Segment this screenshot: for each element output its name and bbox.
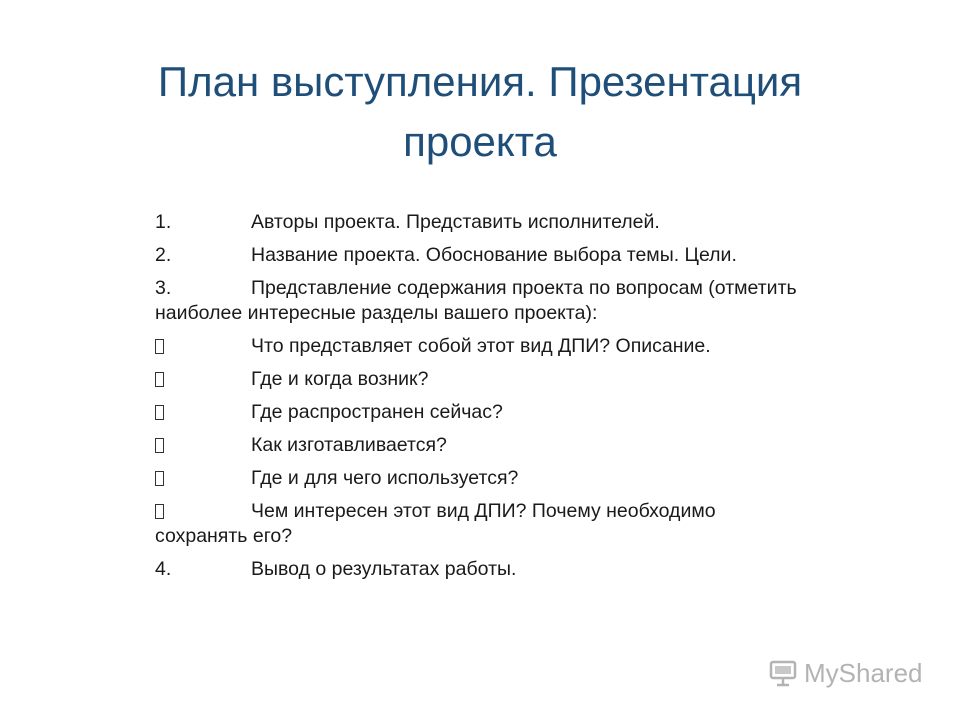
list-marker [155,433,251,458]
list-item-2 [155,243,805,268]
sub-item [155,466,805,491]
list-item-text: Что представляет собой этот вид ДПИ? Описание. [251,335,711,357]
list-item-3 [155,276,805,326]
missing-glyph-bullet-icon [155,339,164,354]
sub-item [155,433,805,458]
watermark-text: MyShared [804,657,923,688]
list-item-4 [155,557,805,582]
list-marker [155,334,251,359]
list-item-1 [155,210,805,235]
list-marker [155,499,251,524]
presentation-board-icon [768,658,798,688]
list-item-text: Авторы проекта. Представить исполнителей. [251,211,660,233]
list-item-text: Где и для чего используется? [251,467,519,489]
sub-item [155,334,805,359]
list-item-text: Где и когда возник? [251,368,429,390]
list-marker: 1. [155,211,172,233]
watermark-logo [768,656,923,690]
list-item-text: Вывод о результатах работы. [251,558,517,580]
list-marker: 3. [155,277,172,299]
missing-glyph-bullet-icon [155,471,164,486]
list-marker: 4. [155,558,172,580]
sub-item [155,499,805,549]
sub-item [155,400,805,425]
sub-item [155,367,805,392]
missing-glyph-bullet-icon [155,438,164,453]
list-marker [155,466,251,491]
list-item-text: Как изготавливается? [251,434,447,456]
missing-glyph-bullet-icon [155,504,164,519]
list-item-text: Название проекта. Обоснование выбора темы. Цели. [251,244,737,266]
missing-glyph-bullet-icon [155,372,164,387]
list-item-text: Где распространен сейчас? [251,401,503,423]
list-item-text: Чем интересен этот вид ДПИ? Почему необходимо сохранять его? [155,500,716,547]
missing-glyph-bullet-icon [155,405,164,420]
list-marker: 2. [155,244,172,266]
list-marker [155,400,251,425]
list-item-text: Представление содержания проекта по вопросам (отметить наиболее интересные разделы вашего проекта): [155,277,797,324]
slide-body [155,210,805,590]
slide-title: План выступления. Презентация проекта [157,58,803,165]
list-marker [155,367,251,392]
